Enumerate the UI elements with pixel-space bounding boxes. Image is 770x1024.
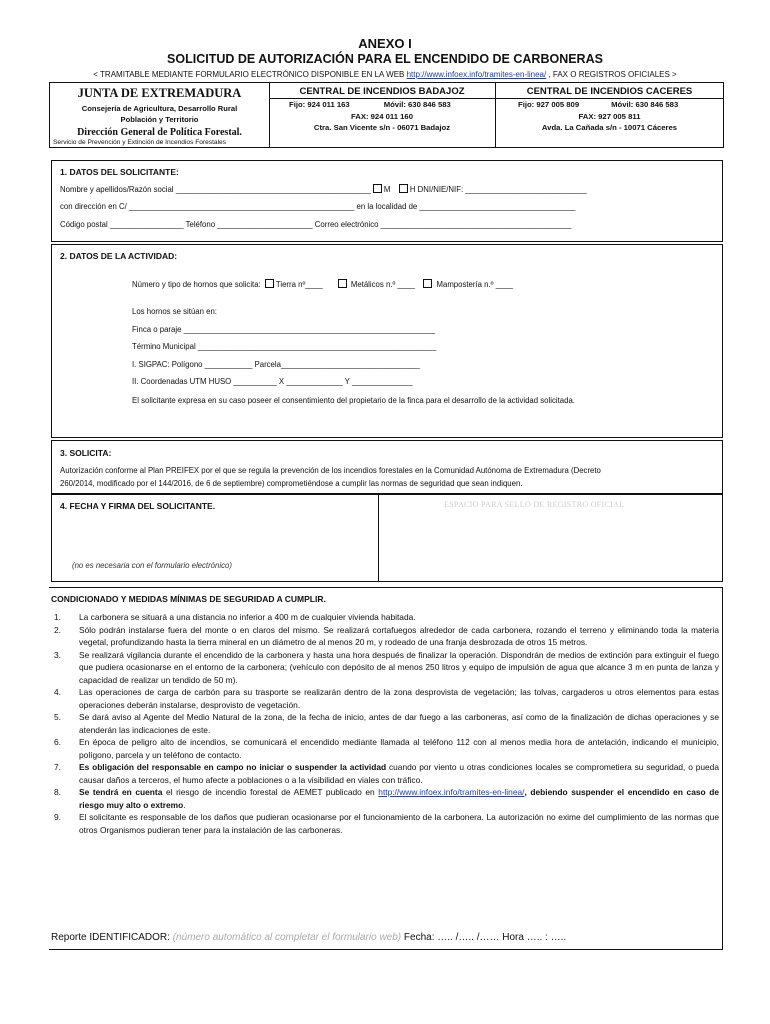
junta-name: JUNTA DE EXTREMADURA [77,86,242,100]
tierra-checkbox[interactable] [265,279,274,288]
list-item: 7. Es obligación del responsable en campo no iniciar o suspender la actividad cuando por viento u otras condiciones locales se comprometiera su seguridad, o pueda causar daños a terceros, el humo afecte a poblaciones o a la visibilidad en viales con tráfico. [54,762,719,785]
report-line: Reporte IDENTIFICADOR: (número automático al completar el formulario web) Fecha: ….. /….. /…… Hora ….. : ….. [51,932,567,943]
section1-title: 1. DATOS DEL SOLICITANTE: [60,167,179,177]
junta-cell [50,83,270,147]
mamposteria-checkbox[interactable] [423,279,432,288]
conditions-frame [49,587,723,950]
finca-field[interactable]: Finca o paraje __________________________________________________________ [132,325,436,334]
list-item: 8. Se tendrá en cuenta el riesgo de incendio forestal de AEMET publicado en http://www.infoex.info/tramites-en-linea/, debiendo suspender el encendido en caso de riesgo muy alto o extremo. [54,787,719,810]
situan-label: Los hornos se sitúan en: [132,307,217,316]
central-badajoz: CENTRAL DE INCENDIOS BADAJOZ Fijo: 924 011 163 Móvil: 630 846 583 FAX: 924 011 160 Ctra. San Vicente s/n - 06071 Badajoz [269,83,496,147]
section-firma [51,494,723,582]
list-item: 2. Sólo podrán instalarse fuera del monte o en claros del mismo. Se realizará cortafuegos alrededor de cada carbonera, rozando el terreno y eliminando toda la materia vegetal, profundizando hasta la tierra mineral en un diámetro de al menos 20 m, y rodeado de una franja desbrozada de otros 15 metros. [54,624,719,647]
page-subtitle: SOLICITUD DE AUTORIZACIÓN PARA EL ENCENDIDO DE CARBONERAS [167,52,603,66]
list-item: 1. La carbonera se situará a una distancia no inferior a 400 m de cualquier vivienda habitada. [54,612,416,622]
termino-field[interactable]: Término Municipal _______________________________________________________ [132,342,437,351]
utm-field[interactable]: II. Coordenadas UTM HUSO __________ X _____________ Y ______________ [132,377,413,386]
consejeria: Consejería de Agricultura, Desarrollo Rural Población y Territorio [81,104,238,124]
list-item: 9. El solicitante es responsable de los daños que pudieran ocasionarse por el funcionamiento de la carbonera. La autorización no exime del cumplimiento de las normas que otros Organismos pudieran tener para la instalación de las carboneras. [54,812,719,835]
aemet-link[interactable]: http://www.infoex.info/tramites-en-linea/ [378,787,525,797]
section4-title: 4. FECHA Y FIRMA DEL SOLICITANTE. [60,501,216,511]
signature-area[interactable] [386,511,712,575]
servicio: Servicio de Prevención y Extinción de Incendios Forestales [53,139,226,146]
h-checkbox[interactable] [399,184,408,193]
footer-rule [49,949,723,950]
section-solicitante [51,160,723,242]
submission-note: < TRAMITABLE MEDIANTE FORMULARIO ELECTRÓNICO DISPONIBLE EN LA WEB http://www.infoex.info/tramites-en-linea/ , FAX O REGISTROS OFICIALES > [93,70,677,79]
solicita-line2: 260/2014, modificado por el 144/2016, de 6 de septiembre) comprometiéndose a cumplir las normas de seguridad que sean indiquen. [60,479,523,488]
firma-note: (no es necesaria con el formulario electrónico) [72,561,232,570]
list-item: 3. Se realizará vigilancia durante el encendido de la carbonera y hasta una hora después de finalizar la operación. Dispondrán de medios de extinción para extinguir el fuego que pudiera ocasionarse en el entorno de la carbonera; (vehículo con depósito de al menos 250 litros y equipo de impulsión de agua que alcance 3 m en punta de lanza y capacidad de realizar un tendido de 50 m). [54,649,719,685]
central-caceres: CENTRAL DE INCENDIOS CACERES Fijo: 927 005 809 Móvil: 630 846 583 FAX: 927 005 811 Avda. La Cañada s/n - 10071 Cáceres [496,83,723,147]
list-item: 4. Las operaciones de carga de carbón para su trasporte se realizarán dentro de la zona desprovista de vegetación; las tolvas, cargaderos u otros elementos para estas operaciones deberán instalarse, desprovisto de vegetación. [54,687,719,710]
page-title: ANEXO I [358,36,412,51]
list-item: 6. En época de peligro alto de incendios, se comunicará el encendido mediante llamada al teléfono 112 con al menos media hora de antelación, indicando el municipio, polígono, parcela y un teléfono de contacto. [54,737,719,760]
nombre-field[interactable]: Nombre y apellidos/Razón social _____________________________________________ M H DNI/NIE/NIF: ____________________________ [60,185,587,194]
section-solicita [51,440,723,494]
report-placeholder: (número automático al completar el formulario web) [169,932,402,943]
header-table [49,82,724,148]
section3-title: 3. SOLICITA: [60,448,112,458]
contact-field[interactable]: Código postal _________________ Teléfono ______________________ Correo electrónico ____________________________________________ [60,220,572,229]
direccion-general: Dirección General de Política Forestal. [77,127,242,138]
conditions-title: CONDICIONADO Y MEDIDAS MÍNIMAS DE SEGURIDAD A CUMPLIR. [51,594,326,604]
list-item: 5. Se dará aviso al Agente del Medio Natural de la zona, de la fecha de inicio, antes de dar fuego a las carboneras, así como de la finalización de dichas operaciones y se atenderán las indicaciones de este. [54,712,719,735]
m-checkbox[interactable] [373,184,382,193]
sello-placeholder: ESPACIO PARA SELLO DE REGISTRO OFICIAL [444,500,625,509]
metalicos-checkbox[interactable] [338,279,347,288]
sigpac-field[interactable]: I. SIGPAC: Polígono ___________ Parcela________________________________ [132,360,420,369]
section-actividad [51,244,723,438]
consent-text: El solicitante expresa en su caso poseer el consentimiento del propietario de la finca para el desarrollo de la actividad solicitada. [132,396,575,405]
direccion-field[interactable]: con dirección en C/ ____________________________________________________ en la localidad de ____________________________________ [60,202,576,211]
tramites-link[interactable]: http://www.infoex.info/tramites-en-linea/ [406,70,547,79]
solicita-line1: Autorización conforme al Plan PREIFEX por el que se regula la prevención de los incendios forestales en la Comunidad Autónoma de Extremadura (Decreto [60,466,601,475]
hornos-field[interactable]: Número y tipo de hornos que solicita: Tierra nº____ Metálicos n.º ____ Mampostería n.º ____ [132,280,514,289]
section2-title: 2. DATOS DE LA ACTIVIDAD: [60,251,178,261]
